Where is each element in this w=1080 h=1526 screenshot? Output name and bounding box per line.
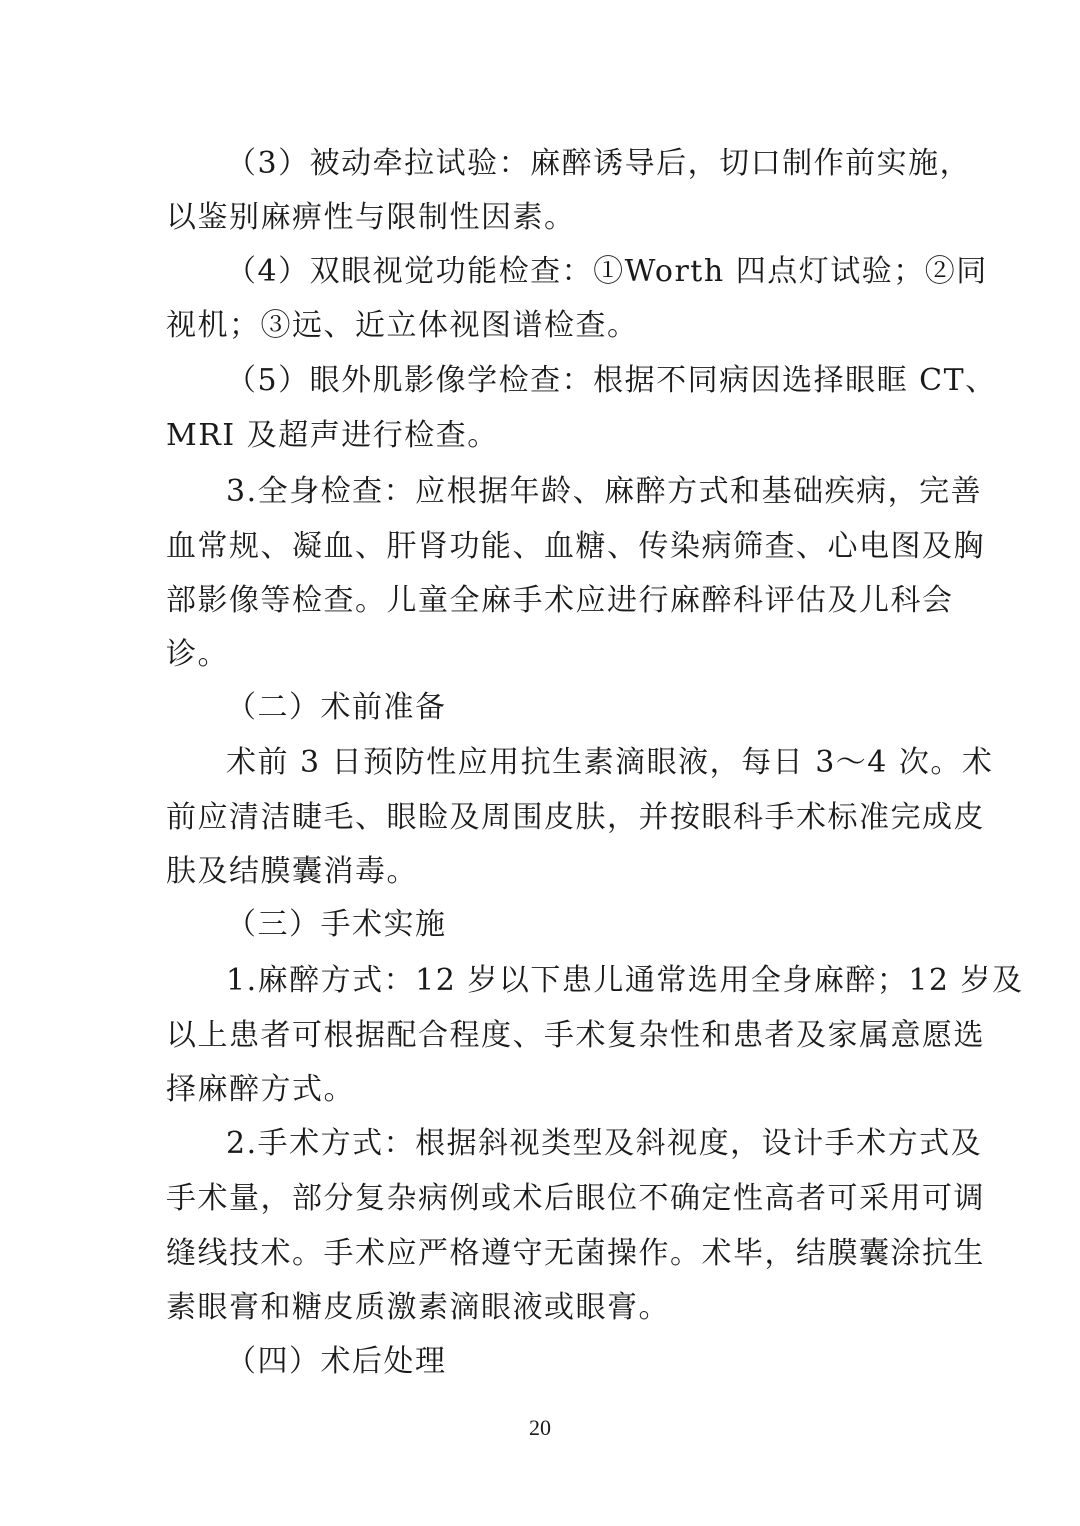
text-line: 2.手术方式：根据斜视类型及斜视度，设计手术方式及 (226, 1126, 983, 1161)
section-heading: （三）手术实施 (226, 907, 447, 942)
text-line: 术前 3 日预防性应用抗生素滴眼液，每日 3～4 次。术 (226, 745, 994, 780)
text-line: （5）眼外肌影像学检查：根据不同病因选择眼眶 CT、 (226, 363, 997, 398)
text-line: MRI 及超声进行检查。 (166, 418, 499, 453)
text-line: 择麻醉方式。 (166, 1072, 355, 1107)
text-line: 部影像等检查。儿童全麻手术应进行麻醉科评估及儿科会 (166, 583, 954, 618)
text-line: 视机；③远、近立体视图谱检查。 (166, 308, 639, 343)
text-line: 手术量，部分复杂病例或术后眼位不确定性高者可采用可调 (166, 1181, 985, 1216)
text-line: 1.麻醉方式：12 岁以下患儿通常选用全身麻醉；12 岁及 (226, 963, 1024, 998)
text-line: 以鉴别麻痹性与限制性因素。 (166, 200, 576, 235)
text-line: 肤及结膜囊消毒。 (166, 854, 418, 889)
page-number: 20 (529, 1415, 551, 1440)
text-line: 3.全身检查：应根据年龄、麻醉方式和基础疾病，完善 (226, 474, 983, 509)
text-line: 以上患者可根据配合程度、手术复杂性和患者及家属意愿选 (166, 1018, 985, 1053)
text-line: 缝线技术。手术应严格遵守无菌操作。术毕，结膜囊涂抗生 (166, 1236, 985, 1271)
section-heading: （二）术前准备 (226, 690, 447, 725)
section-heading: （四）术后处理 (226, 1344, 447, 1379)
text-line: （3）被动牵拉试验：麻醉诱导后，切口制作前实施， (226, 146, 972, 181)
text-line: （4）双眼视觉功能检查：①Worth 四点灯试验；②同 (226, 254, 988, 289)
text-line: 诊。 (166, 637, 229, 672)
text-line: 前应清洁睫毛、眼睑及周围皮肤，并按眼科手术标准完成皮 (166, 800, 985, 835)
text-line: 血常规、凝血、肝肾功能、血糖、传染病筛查、心电图及胸 (166, 529, 985, 564)
text-line: 素眼膏和糖皮质激素滴眼液或眼膏。 (166, 1290, 670, 1325)
